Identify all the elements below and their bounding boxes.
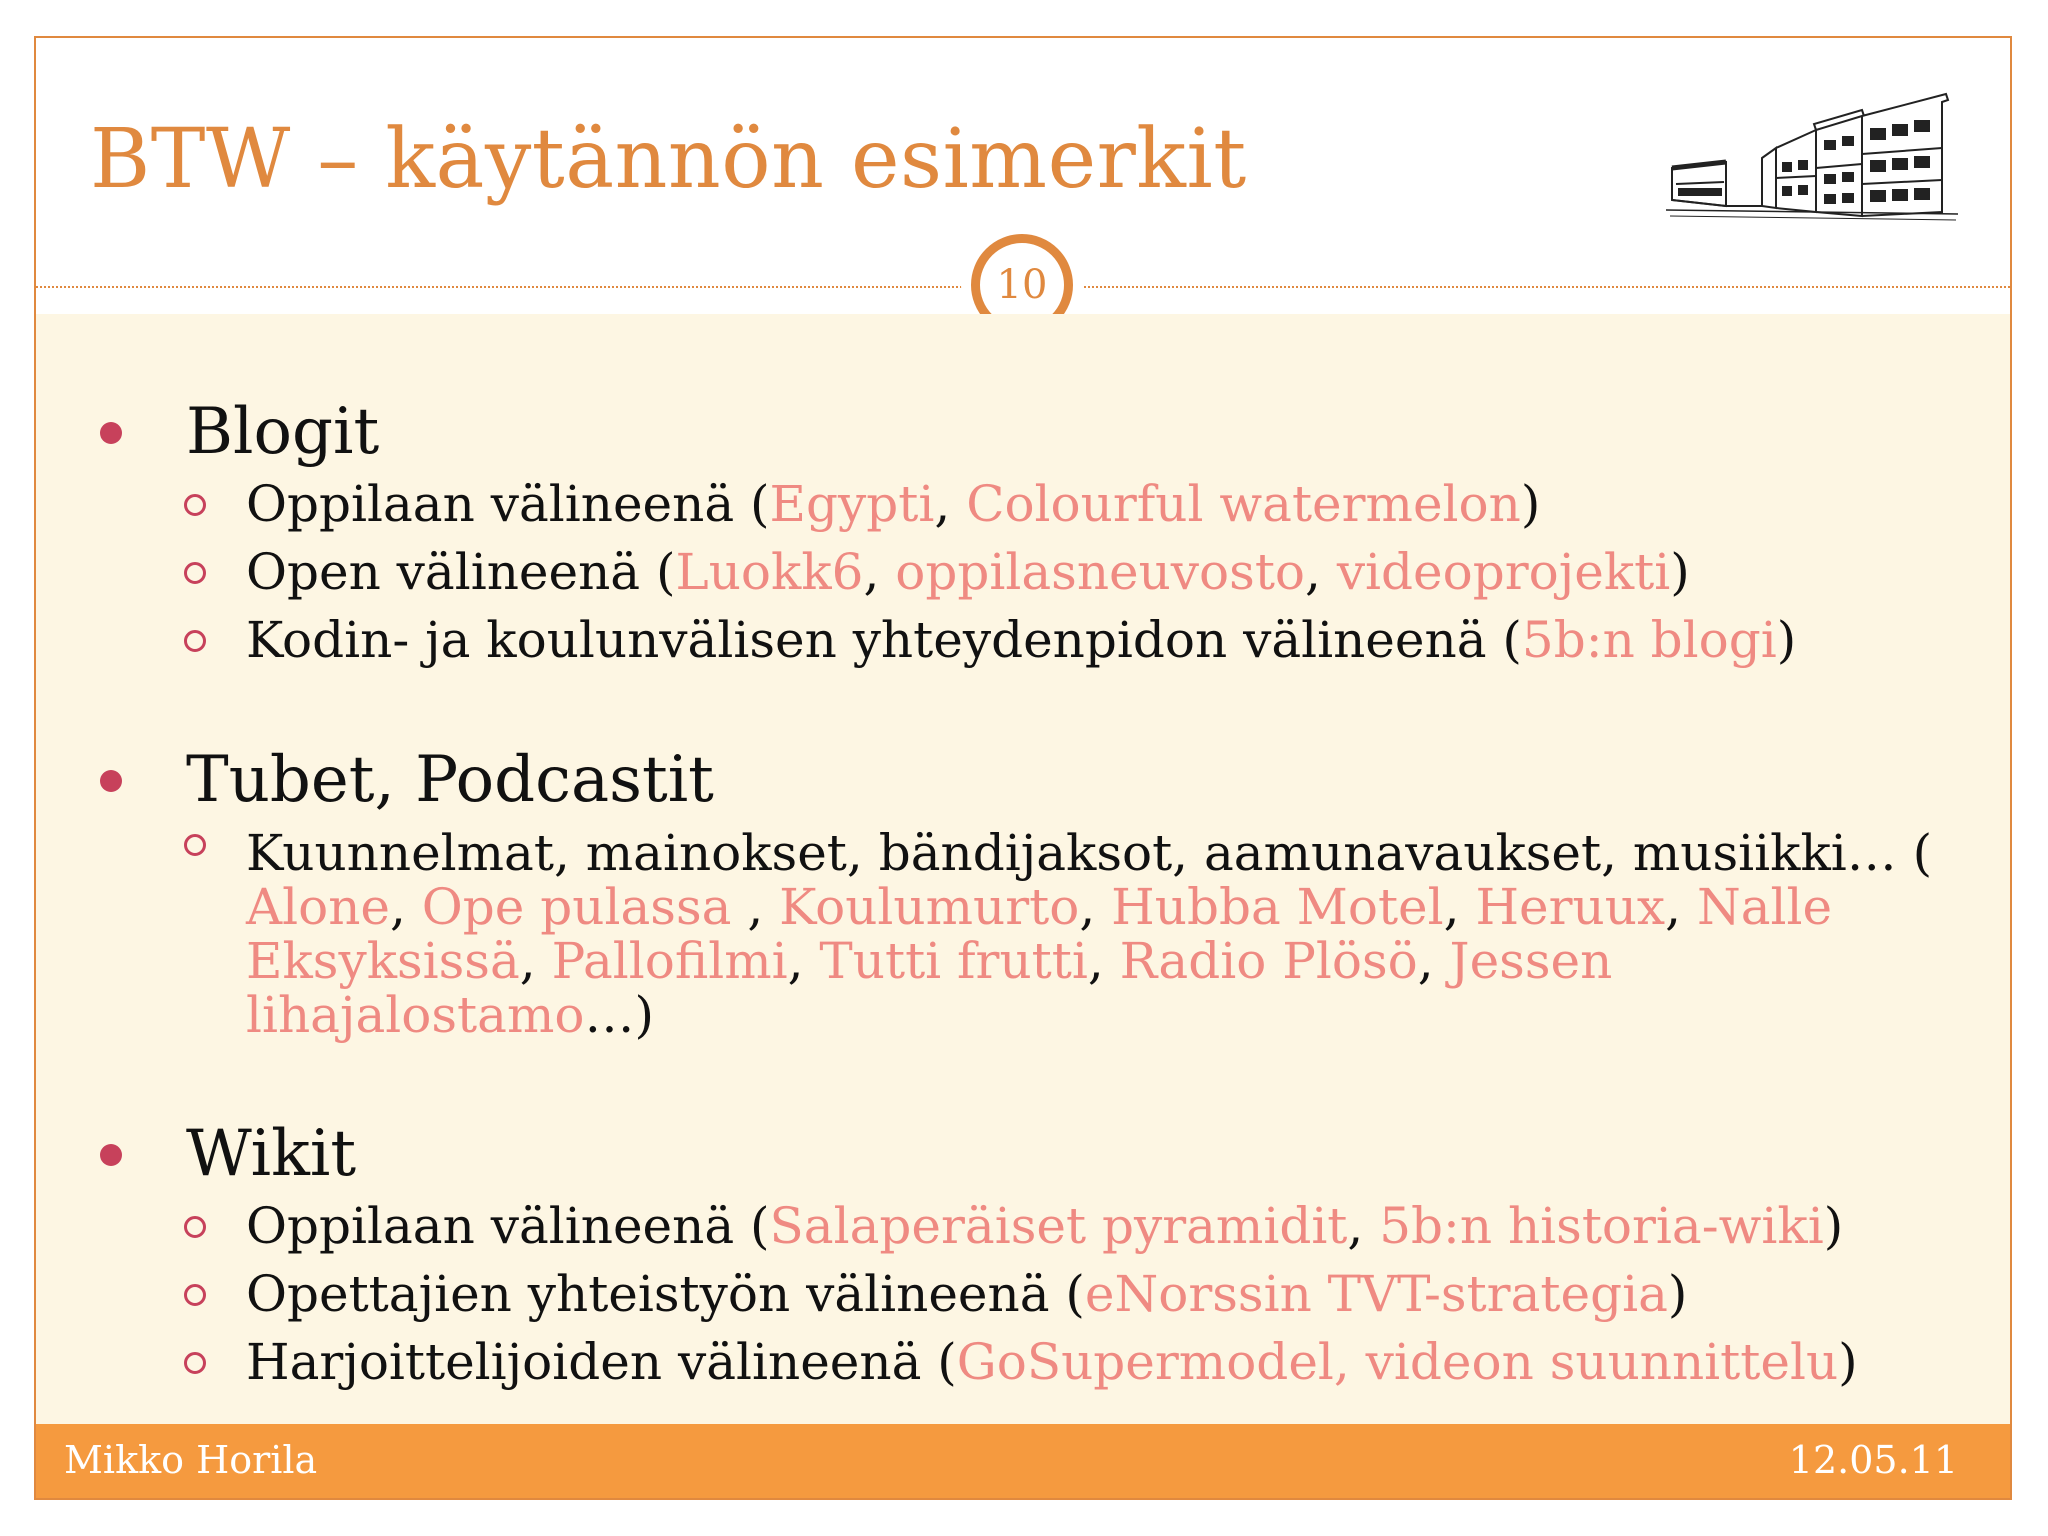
sub-bullet-text: Oppilaan välineenä ( bbox=[246, 1197, 770, 1255]
sub-bullet-item bbox=[92, 1328, 1950, 1396]
resource-link[interactable]: Heruux bbox=[1475, 878, 1666, 936]
resource-link[interactable]: Jessen lihajalostamo bbox=[246, 932, 1613, 1044]
page-number-badge: 10 bbox=[971, 234, 1073, 336]
sub-bullet-text: Oppilaan välineenä ( bbox=[246, 475, 770, 533]
sub-bullet-text: , bbox=[731, 878, 780, 936]
sub-bullet-text: , bbox=[1417, 932, 1450, 990]
sub-bullet-text: , bbox=[863, 543, 896, 601]
sub-bullet-text: , bbox=[1305, 543, 1337, 601]
circle-bullet-icon bbox=[184, 834, 206, 856]
bullet-dot-icon bbox=[100, 770, 122, 792]
resource-link[interactable]: Salaperäiset pyramidit bbox=[769, 1197, 1348, 1255]
circle-bullet-icon bbox=[184, 562, 206, 584]
bullet-heading-text: Tubet, Podcastit bbox=[186, 743, 714, 817]
resource-link[interactable]: GoSupermodel, videon suunnittelu bbox=[956, 1333, 1839, 1391]
bullet-heading-text: Wikit bbox=[186, 1117, 357, 1191]
bullet-dot-icon bbox=[100, 1144, 122, 1166]
circle-bullet-icon bbox=[184, 630, 206, 652]
resource-link[interactable]: oppilasneuvosto bbox=[895, 543, 1306, 601]
circle-bullet-icon bbox=[184, 1284, 206, 1306]
slide bbox=[34, 36, 2012, 1500]
resource-link[interactable]: Koulumurto bbox=[779, 878, 1080, 936]
slide-title: BTW – käytännön esimerkit bbox=[90, 112, 1247, 207]
sub-bullet-text: ) bbox=[1520, 475, 1541, 533]
school-building-sketch-icon bbox=[1666, 88, 1962, 238]
bullet-dot-icon bbox=[100, 422, 122, 444]
circle-bullet-icon bbox=[184, 1352, 206, 1374]
sub-bullet-text: ) bbox=[1776, 611, 1797, 669]
bullet-heading bbox=[92, 742, 1950, 818]
sub-bullet-text: ) bbox=[1670, 543, 1690, 601]
sub-bullet-item bbox=[92, 606, 1950, 674]
sub-bullet-item bbox=[92, 470, 1950, 538]
sub-bullet-text: Kodin- ja koulunvälisen yhteydenpidon välineenä ( bbox=[246, 611, 1522, 669]
resource-link[interactable]: Nalle Eksyksissä bbox=[246, 878, 1833, 990]
bullet-section bbox=[92, 742, 1950, 1048]
sub-bullet-text: , bbox=[519, 932, 552, 990]
bullet-section bbox=[92, 394, 1950, 674]
resource-link[interactable]: 5b:n blogi bbox=[1521, 611, 1777, 669]
sub-bullet-text: Open välineenä ( bbox=[246, 543, 676, 601]
sub-bullet-text: , bbox=[390, 878, 422, 936]
resource-link[interactable]: Egypti bbox=[769, 475, 935, 533]
circle-bullet-icon bbox=[184, 494, 206, 516]
sub-bullet-text: ) bbox=[1838, 1333, 1858, 1391]
sub-bullet-item bbox=[92, 1260, 1950, 1328]
sub-bullet-text: , bbox=[1087, 932, 1120, 990]
resource-link[interactable]: Alone bbox=[246, 878, 390, 936]
bullet-section bbox=[92, 1116, 1950, 1396]
resource-link[interactable]: Colourful watermelon bbox=[966, 475, 1521, 533]
footer-date: 12.05.11 bbox=[1788, 1438, 1958, 1482]
sub-bullet-text: Kuunnelmat, mainokset, bändijaksot, aamunavaukset, musiikki… ( bbox=[246, 824, 1933, 882]
sub-bullet-text: Opettajien yhteistyön välineenä ( bbox=[246, 1265, 1085, 1323]
resource-link[interactable]: Hubba Motel bbox=[1111, 878, 1444, 936]
resource-link[interactable]: Radio Plösö bbox=[1119, 932, 1418, 990]
bullet-heading bbox=[92, 394, 1950, 470]
sub-bullet-text: , bbox=[934, 475, 967, 533]
bullet-heading-text: Blogit bbox=[186, 395, 380, 469]
resource-link[interactable]: eNorssin TVT-strategia bbox=[1084, 1265, 1668, 1323]
bullet-list bbox=[92, 394, 1950, 1464]
resource-link[interactable]: videoprojekti bbox=[1336, 543, 1671, 601]
sub-bullet-text: …) bbox=[584, 986, 654, 1044]
sub-bullet-text: , bbox=[1079, 878, 1112, 936]
sub-bullet-text: ) bbox=[1823, 1197, 1844, 1255]
bullet-heading bbox=[92, 1116, 1950, 1192]
resource-link[interactable]: Ope pulassa bbox=[421, 878, 732, 936]
sub-bullet-text: ) bbox=[1667, 1265, 1688, 1323]
resource-link[interactable]: Luokk6 bbox=[675, 543, 864, 601]
slide-content bbox=[36, 314, 2010, 1426]
slide-footer bbox=[36, 1424, 2010, 1498]
footer-author: Mikko Horila bbox=[64, 1438, 318, 1482]
sub-bullet-item bbox=[92, 538, 1950, 606]
sub-bullet-item bbox=[92, 1192, 1950, 1260]
sub-bullet-text: Harjoittelijoiden välineenä ( bbox=[246, 1333, 957, 1391]
sub-bullet-text: , bbox=[787, 932, 820, 990]
sub-bullet-text: , bbox=[1443, 878, 1476, 936]
sub-bullet-text: , bbox=[1347, 1197, 1380, 1255]
sub-bullet-item bbox=[92, 818, 1950, 1048]
resource-link[interactable]: Pallofilmi bbox=[551, 932, 788, 990]
sub-bullet-text: , bbox=[1665, 878, 1697, 936]
circle-bullet-icon bbox=[184, 1216, 206, 1238]
resource-link[interactable]: Tutti frutti bbox=[819, 932, 1088, 990]
resource-link[interactable]: 5b:n historia-wiki bbox=[1379, 1197, 1824, 1255]
